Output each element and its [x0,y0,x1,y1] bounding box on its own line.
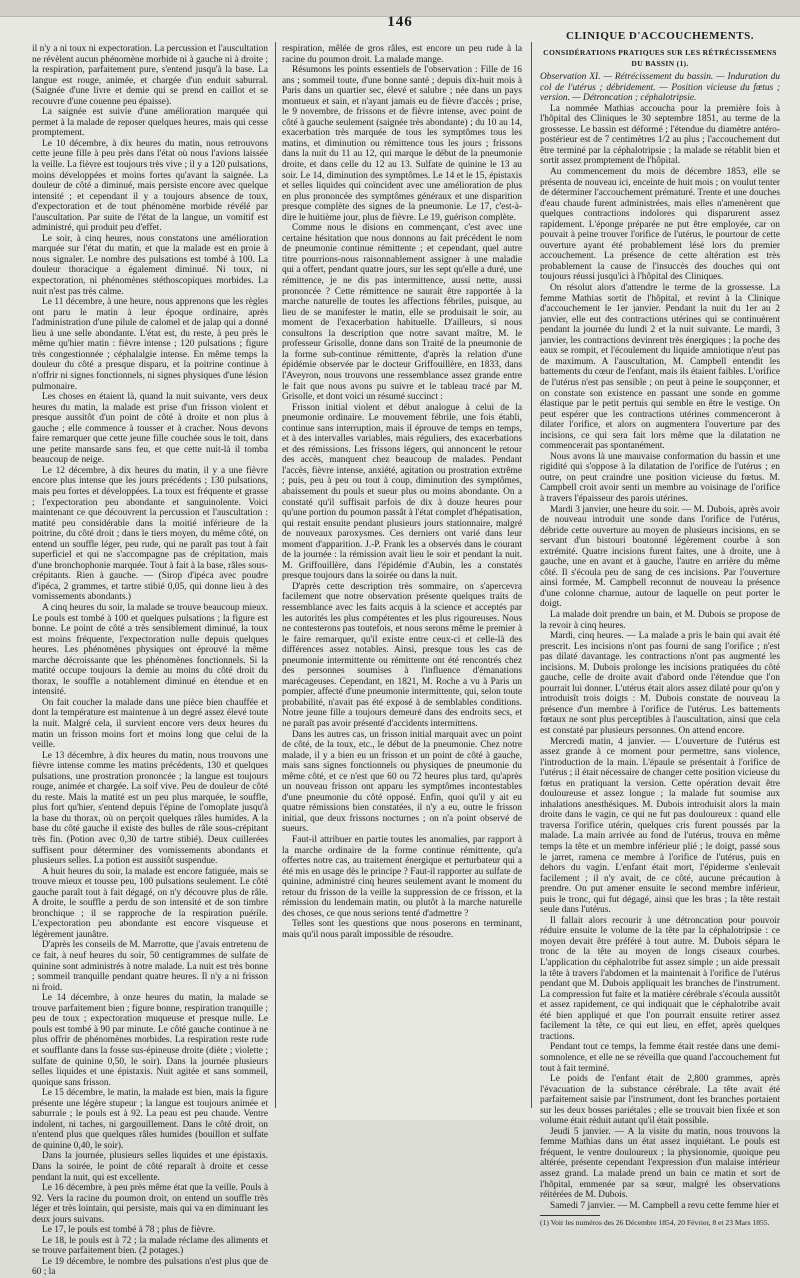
paragraph: Jeudi 5 janvier. — A la visite du matin, nous trouvons la femme Mathias dans un état assez inquiétant. Le pouls est fréquent, le ventre douloureux ; la physionomie, quoique peu altérée, présente cependant l'expression d'un malaise intérieur assez grand. La malade prend un bain ce matin et sort de l'hôpital, emmenée par sa sœur, malgré les observations réitérées de M. Dubois. [540,1126,780,1201]
paragraph: Il fallait alors recourir à une détroncation pour pouvoir réduire ensuite le volume de la tête par la céphalotripsie : ce moyen devait être préféré à tout autre. M. Dubois sépara le tronc de la tête au moyen de longs ciseaux courbes. L'application du céphalotribe fut assez simple ; un aide pressait la tête à travers l'abdomen et la maintenait à l'orifice de l'utérus pendant que M. Dubois appliquait les branches de l'instrument. La compression fut faite et la matière cérébrale s'écoula aussitôt et assez rapidement, ce qui indiquait que le céphalotribe avait été bien appliqué et que l'on pourrait ensuite retirer assez facilement la tête, ce qui eut lieu, en effet, après quelques tractions. [540,915,780,1042]
observation-heading: Observation XI. — Rétrécissement du bassin. — Induration du col de l'utérus ; débridement. — Position vicieuse du fœtus ; version. — Détroncation ; céphalotripsie. [540,72,780,104]
footnote: (1) Voir les numéros des 26 Décembre 1854, 20 Février, 8 et 23 Mars 1855. [540,1218,770,1228]
paragraph: Samedi 7 janvier. — M. Campbell a revu cette femme hier et [550,1200,779,1211]
paragraph: Frisson initial violent et début analogue à celui de la pneumonie ordinaire. Le mouvement fébrile, une fois établi, continue sans interruption, mais il éprouve de temps en temps, et à des intervalles variables, mais réguliers, des exacerbations et des rémissions. Les frissons légers, qui annoncent le retour des accès, manquent chez beaucoup de malades. Pendant l'accès, fièvre intense, anxiété, agitation ou prostration extrême ; puis, peu à peu ou tout à coup, diminution des symptômes, abaissement du pouls et sueur plus ou moins abondante. On a constaté qu'il suffisait parfois de dix à douze heures pour qu'une portion du poumon passât à l'état complet d'hépatisation, qui restait ensuite pendant plusieurs jours stationnaire, malgré de nouveaux paroxysmes. Ces derniers ont varié dans leur moment d'apparition. J.-P. Frank les a observés dans le courant de la journée : la rémission avait lieu le soir et pendant la nuit. M. Griffouillère, dans l'épidémie d'Aubin, les a constatés presque toujours dans la soirée ou dans la nuit. [282,402,522,582]
column-1 [32,44,268,1278]
paragraph: Le 19 décembre, le nombre des pulsations n'est plus que de 60 ; la [32,1256,268,1278]
paragraph: Le 16 décembre, à peu près même état que la veille. Pouls à 92. Vers la racine du poumon droit, on entend un souffle très léger et très lointain, qui persiste, mais qui va en diminuant les deux jours suivans. [32,1183,268,1225]
paragraph: respiration, mêlée de gros râles, est encore un peu rude à la racine du poumon droit. La malade mange. [282,44,522,65]
column-2 [282,44,522,1114]
paragraph: Les choses en étaient là, quand la nuit suivante, vers deux heures du matin, la malade est prise d'un frisson violent et presque aussitôt d'un point de côté à droite et non plus à gauche ; elle commence à tousser et à cracher. Nous devons faire remarquer que cette jeune fille couchée sous le toit, dans une petite mansarde sans feu, et que cette nuit-là il tomba beaucoup de neige. [32,392,268,466]
column-3-body [540,104,780,1211]
paragraph: La nommée Mathias accoucha pour la première fois à l'hôpital des Cliniques le 30 septembre 1851, au terme de la grossesse. Le bassin est déformé ; l'étendue du diamètre antéro-postérieur est de 7 centimètres 1/2 au plus ; l'accouchement dut être terminé par la céphalotripsie ; la malade se rétablit bien et sortit assez promptement de l'hôpital. [540,103,780,167]
paragraph: Le 17, le pouls est tombé à 78 ; plus de fièvre. [42,1225,216,1236]
paragraph: Au commencement du mois de décembre 1853, elle se présenta de nouveau ici, enceinte de huit mois ; on voulut tenter de déterminer l'accouchement prématuré. Trente et une douches d'eau chaude furent administrées, mais elles n'amenèrent que quelques contractions indolores qui disparurent assez rapidement. L'éponge préparée ne put être employée, car on pouvait à peine trouver l'orifice de l'utérus, le pourtour de cette ouverture ayant été probablement lésé lors du premier accouchement. La présence de cette altération est très probablement la cause de l'insuccès des douches qui ont toujours réussi jusqu'ici à l'hôpital des Cliniques. [540,167,780,283]
paragraph: A cinq heures du soir, la malade se trouve beaucoup mieux. Le pouls est tombé à 100 et quelques pulsations ; la figure est bonne. Le point de côté a très sensiblement diminué, la toux est moins fréquente, l'expectoration nulle depuis quelques heures. Les phénomènes physiques ont éprouvé la même marche décroissante que les phénomènes fonctionnels. Si la matité occupe toujours la demie au moins du côté droit du thorax, le souffle a notablement diminué en étendue et en intensité. [32,602,268,698]
paragraph: Pendant tout ce temps, la femme était restée dans une demi-somnolence, et elle ne se réveilla que quand l'accouchement fut tout à fait terminé. [540,1042,780,1074]
paragraph: D'après les conseils de M. Marrotte, que j'avais entretenu de ce fait, à neuf heures du soir, 50 centigrammes de sulfate de quinine sont administrés à notre malade. La nuit est très bonne ; sommeil tranquille pendant quatre heures. Il n'y a ni frisson ni froid. [32,940,268,993]
page-number: 146 [387,14,413,30]
article-subtitle: CONSIDÉRATIONS PRATIQUES SUR LES RÉTRÉCISSEMENS DU BASSIN (1). [543,48,777,68]
paragraph: Nous avons là une mauvaise conformation du bassin et une rigidité qui s'oppose à la dilatation de l'orifice de l'utérus ; en outre, on peut craindre une position vicieuse du fœtus. M. Campbell croit avoir senti un membre au voisinage de l'orifice à travers l'épaisseur des parois utérines. [540,451,780,504]
paragraph: Mardi 3 janvier, une heure du soir. — M. Dubois, après avoir de nouveau introduit une sonde dans l'orifice de l'utérus, débride cette ouverture au moyen de plusieurs incisions, en se servant d'un bistouri boutonné légèrement courbe à son extrémité. Quatre incisions furent faites, une à droite, une à gauche, une en avant et à gauche, l'autre en arrière du même côté. Il s'écoula peu de sang de ces incisions. Par l'ouverture ainsi formée, M. Campbell reconnut de nouveau la présence d'une colonne charnue, autour de laquelle on peut porter le doigt. [540,504,780,610]
section-title: CLINIQUE D'ACCOUCHEMENTS. [566,30,754,42]
paragraph: On résolut alors d'attendre le terme de la grossesse. La femme Mathias sortit de l'hôpital, et revint à la Clinique d'accouchement le 1er janvier. Pendant la nuit du 1er au 2 janvier, elle eut des contractions utérines qui se continuèrent pendant la journée du lundi 2 et la nuit suivante. Le mardi, 3 janvier, les contractions devinrent très énergiques ; la poche des eaux se rompit, et l'écoulement du liquide amniotique n'eut pas de maximum. A l'auscultation, M. Campbell entendit les battements du cœur de l'enfant, mais ils étaient faibles. L'orifice de l'utérus n'est pas sensible ; on peut à peine le soupçonner, et on constate son existence en passant une sonde en gomme élastique par le petit pertuis qui semble en être le vestige. On peut espérer que les contractions utérines commenceront à dilater l'orifice, et alors on augmentera l'ouverture par des incisions, ce qui sera fait lors même que la dilatation ne commencerait pas spontanément. [540,283,780,452]
paragraph: Dans les autres cas, un frisson initial marquait avec un point de côté, de la toux, etc., le début de la pneumonie. Chez notre malade, il y a bien eu un frisson et un point de côté à gauche, mais sans signes fonctionnels ou physiques de pneumonie du même côté, et ce n'est que 60 ou 72 heures plus tard, qu'après un nouveau frisson ont apparu les symptômes incontestables d'une pneumonie du côté opposé. Enfin, quoi qu'il y ait eu quatre rémissions bien constatées, il n'y a eu, outre le frisson initial, que deux frissons nocturnes ; on n'a point observé de sueurs. [282,729,522,835]
paragraph: Mardi, cinq heures. — La malade a pris le bain qui avait été prescrit. Les incisions n'ont pas fourni de sang l'orifice ; n'est pas dilaté davantage. les contractions n'ont pas augmenté les incisions. M. Dubois prolonge les incisions pratiquées du côté gauche, celle de droite avait d'abord onde l'étendue que l'on pourrait lui donner. L'utérus était alors assez dilaté pour qu'on y introduisît trois doigts : M. Dubois constate de nouveau la présence d'un membre à l'orifice de l'utérus. Les battements fœtaux ne sont plus perceptibles à l'auscultation, ainsi que cela est constaté par plusieurs personnes. On attend encore. [540,631,780,736]
paragraph: Le 10 décembre, à dix heures du matin, nous retrouvons cette jeune fille à peu près dans l'état où nous l'avions laissée la veille. La fièvre est toujours très vive ; il y a 120 pulsations, moins développées et moins fortes qu'avant la saignée. La douleur de côté a diminué, mais persiste encore avec quelque intensité ; et cependant il y a toujours absence de toux, d'expectoration et de tout phénomène morbide révélé par l'auscultation. Par suite de l'état de la langue, un vomitif est administré, qui produit peu d'effet. [32,138,268,234]
paragraph: Le 18, le pouls est à 72 ; la malade réclame des aliments et se trouve parfaitement bien. (2 potages.) [32,1235,268,1257]
paragraph: La saignée est suivie d'une amélioration marquée qui permet à la malade de reposer quelques heures, mais qui cesse promptement. [32,107,268,139]
paragraph: Résumons les points essentiels de l'observation : Fille de 16 ans ; sommeil toute, d'une bonne santé ; depuis dix-huit mois à Paris dans un quartier sec, élevé et salubre ; née dans un pays montueux et sain, et n'ayant jamais eu de fièvre d'accès ; prise, le 9 novembre, de frissons et de fièvre intense, avec point de côté à gauche seulement (saignée très abondante) ; du 10 au 14, exacerbation très marquée de tous les symptômes tous les matins, et diminution ou rémittence tous les jours ; frissons dans la nuit du 11 au 12, qui marque le début de la pneumonie droite, et dans celle du 12 au 13. Sulfate de quinine le 13 au soir. Le 14, diminution des symptômes. Le 14 et le 15, épistaxis et selles liquides qui coïncident avec une amélioration de plus en plus prononcée des symptômes généraux et une disparition presque complète des signes de la pneumonie. Le 17, c'est-à-dire le huitième jour, plus de fièvre. Le 19, guérison complète. [282,65,522,223]
paragraph: il n'y a ni toux ni expectoration. La percussion et l'auscultation ne révèlent aucun phénomène morbide ni à gauche ni à droite ; la respiration, parfaitement pure, s'entend jusqu'à la base. La langue est rouge, animée, et chargée d'un enduit saburral. (Saignée d'une livre et demie qui se prend en caillot et se recouvre d'une couenne peu épaisse). [32,44,268,107]
paragraph: Faut-il attribuer en partie toutes les anomalies, par rapport à la marche ordinaire de la forme continue rémittente, qu'a offertes notre cas, au traitement énergique et perturbateur qui a été mis en usage dès le principe ? Faut-il rapporter au sulfate de quinine, administré cinq heures seulement avant le moment du retour du frisson de la veille la suppression de ce frisson, et la rémission du lendemain matin, ou plutôt à la marche naturelle des choses, ce que nous serions tenté d'admettre ? [282,835,522,919]
paragraph: A huit heures du soir, la malade est encore fatiguée, mais se trouve mieux et tousse peu, 100 pulsations seulement. Le côté gauche paraît tout à fait dégagé, on n'y découvre plus de râle. A droite, le souffle a perdu de son intensité et de son timbre bronchique ; il se rapproche de la respiration puérile. L'expectoration peu abondante est encore visqueuse et légèrement jaunâtre. [32,866,268,940]
paragraph: D'après cette description très sommaire, on s'apercevra facilement que notre observation présente quelques traits de ressemblance avec les faits acquis à la science et acceptés par les autorités les plus compétentes et les plus rigoureuses. Nous ne contesterons pas toutefois, et nous serons même le premier à le faire remarquer, qu'il existe entre ceux-ci et celle-là des différences assez notables. Ainsi, presque tous les cas de pneumonie intermittente ou rémittente ont été rencontrés chez des personnes soumises à l'influence d'émanations marécageuses. Cependant, en 1821, M. Roche a vu à Paris un pompier, affecté d'une pneumonie intermittente, qui, selon toute probabilité, n'avait pas été exposé à de semblables conditions. Notre jeune fille a toujours demeuré dans des endroits secs, et ne paraît pas avoir présenté d'accidents intermittens. [282,581,522,729]
footnote-rule [540,1215,600,1216]
column-divider [275,42,276,1108]
paragraph: On fait coucher la malade dans une pièce bien chauffée et dont la température est maintenue à un degré assez élevé toute la nuit. Malgré cela, il survient encore vers deux heures du matin un frisson moins fort et moins long que celui de la veille. [32,697,268,751]
paragraph: Le soir, à cinq heures, nous constatons une amélioration marquée sur l'état du matin, et que la malade est en proie à nous signaler. Le nombre des pulsations est tombé à 100. La douleur thoracique a également diminué. Ni toux, ni expectoration, ni phénomènes stéthoscopiques morbides. La nuit n'est pas très calme. [32,233,268,297]
paragraph: Dans la journée, plusieurs selles liquides et une épistaxis. Dans la soirée, le point de côté reparaît à droite et cesse pendant la nuit, qui est excellente. [32,1151,268,1183]
paragraph: Le 14 décembre, à onze heures du matin, la malade se trouve parfaitement bien ; figure bonne, respiration tranquille ; peu de toux ; expectoration muqueuse et presque nulle. Le pouls est tombé à 90 par minute. Le côté gauche continue à ne plus offrir de phénomènes morbides. La respiration reste rude et soufflante dans la fosse sus-épineuse droite (diète ; violette ; sulfate de quinine 0,50, le soir). Dans la journée plusieurs selles liquides et une épistaxis. Nuit agitée et sans sommeil, quoique sans frisson. [32,993,268,1088]
paragraph: Le 15 décembre, le matin, la malade est bien, mais la figure présente une légère stupeur ; la langue est toujours animée et saburrale ; le pouls est à 92. La peau est peu chaude. Ventre indolent, ni taches, ni gargouillement. Dans le côté droit, on n'entend plus que quelques râles humides (bouillon et sulfate de quinine 0,40, le soir). [32,1088,268,1151]
paragraph: Le 12 décembre, à dix heures du matin, il y a une fièvre encore plus intense que les jours précédents ; 130 pulsations, mais peu fortes et développées. La toux est fréquente et grasse ; l'expectoration peu abondante et sanguinolente. Voici maintenant ce que découvrent la percussion et l'auscultation : matité peu considérable dans la moitié inférieure de la poitrine, du côté droit ; dans le tiers moyen, du même côté, on entend un souffle léger, peu rude, qui ne paraît pas tout à fait superficiel et qui ne s'accompagne pas de crépitation, mais d'une bronchophonie marquée. Tout à fait à la base, râles sous-crépitants. Rien à gauche. — (Sirop d'ipéca avec poudre d'ipéca, 2 grammes, et tartre stibié 0,05, qui donne lieu à des vomissements abondants.) [32,465,268,603]
paragraph: Telles sont les questions que nous poserons en terminant, mais qu'il nous paraît impossible de résoudre. [282,919,522,940]
column-3 [540,46,780,1228]
paragraph: La malade doit prendre un bain, et M. Dubois se propose de la revoir à cinq heures. [540,609,780,631]
paragraph: Comme nous le disions en commençant, c'est avec une certaine hésitation que nous donnons au fait précédent le nom de pneumonie continue rémittente ; et cependant, quel autre titre pourrions-nous raisonnablement assigner à une maladie qui a offert, pendant quatre jours, sur les sept qu'elle a duré, une rémittence, je ne dis pas intermittence, aussi nette, aussi prononcée ? Cette rémittence ne saurait être rapportée à la marche naturelle de toutes les affections fébriles, puisque, au lieu de se manifester le matin, elle se produisait le soir, au moment de l'exacerbation habituelle. D'ailleurs, si nous consultons la description que notre savant maître, M. le professeur Grisolle, donne dans son Traité de la pneumonie de la forme sub-continue rémittente, d'après la relation d'une épidémie observée par le docteur Griffouillère, en 1833, dans l'Aveyron, nous trouvons une ressemblance assez grande entre le fait que nous avons pu suivre et le tableau tracé par M. Grisolle, et dont voici un résumé succinct : [282,223,522,403]
paragraph: Le poids de l'enfant était de 2,800 grammes, après l'évacuation de la substance cérébrale. La tête avait été parfaitement saisie par l'instrument, dont les branches portaient sur les deux bosses pariétales ; elle se trouvait bien fixée et son volume était réduit autant qu'il était possible. [540,1074,780,1127]
paragraph: Mercredi matin, 4 janvier. — L'ouverture de l'utérus est assez grande à ce moment pour permettre, sans violence, l'introduction de la main. L'épaule se présentait à l'orifice de l'utérus ; il était nécessaire de changer cette position vicieuse du fœtus en pratiquant la version. Cette opération devait être douloureuse et assez longue ; la malade fut soumise aux inhalations anesthésiques. M. Dubois introduisit alors la main droite dans le vagin, ce qui ne fut pas douloureux : quand elle traversa l'orifice utérin, quelques cris furent poussés par la malade. La main arrivée au fond de l'utérus, trouva en même temps la tête et un membre inférieur plié ; le doigt, passé sous le jarret, ramena ce membre à l'orifice de l'utérus, puis en dehors du vagin. L'enfant était mort, l'épiderme s'enlevait facilement ; il n'y avait, de ce côté, aucune précaution à prendre. On put amener ensuite le second membre inférieur, puis le tronc, qui fut dégagé, ainsi que les bras ; la tête restait seule dans l'utérus. [540,736,780,916]
column-divider [531,42,532,1108]
paragraph: Le 11 décembre, à une heure, nous apprenons que les règles ont paru le matin à leur époque ordinaire, après l'administration d'une pilule de calomel et de jalap qui a donné lieu à une selle abondante. L'état est, du reste, à peu près le même qu'hier matin : fièvre intense ; 120 pulsations ; figure très congestionnée ; céphalalgie intense. En même temps la douleur du côté a presque disparu, et la poitrine continue à n'offrir ni signes fonctionnels, ni signes physiques d'une lésion pulmonaire. [32,297,268,392]
paragraph: Le 13 décembre, à dix heures du matin, nous trouvons une fièvre intense comme les matins précédents, 130 et quelques pulsations, une prostration prononcée ; la langue est toujours rouge, animée et chargée. La soif vive. Peu de douleur de côté du reste. Mais la matité est un peu plus marquée, le souffle, plus fort qu'hier, s'entend depuis l'épine de l'omoplate jusqu'à la base du thorax, où on perçoit quelques râles humides. A la base du côté gauche il existe des bulles de râle sous-crépitant très fin. (Potion avec 0,30 de tartre stibié). Deux cuillerées suffisent pour déterminer des vomissements abondants et plusieurs selles. La potion est aussitôt suspendue. [32,750,268,867]
